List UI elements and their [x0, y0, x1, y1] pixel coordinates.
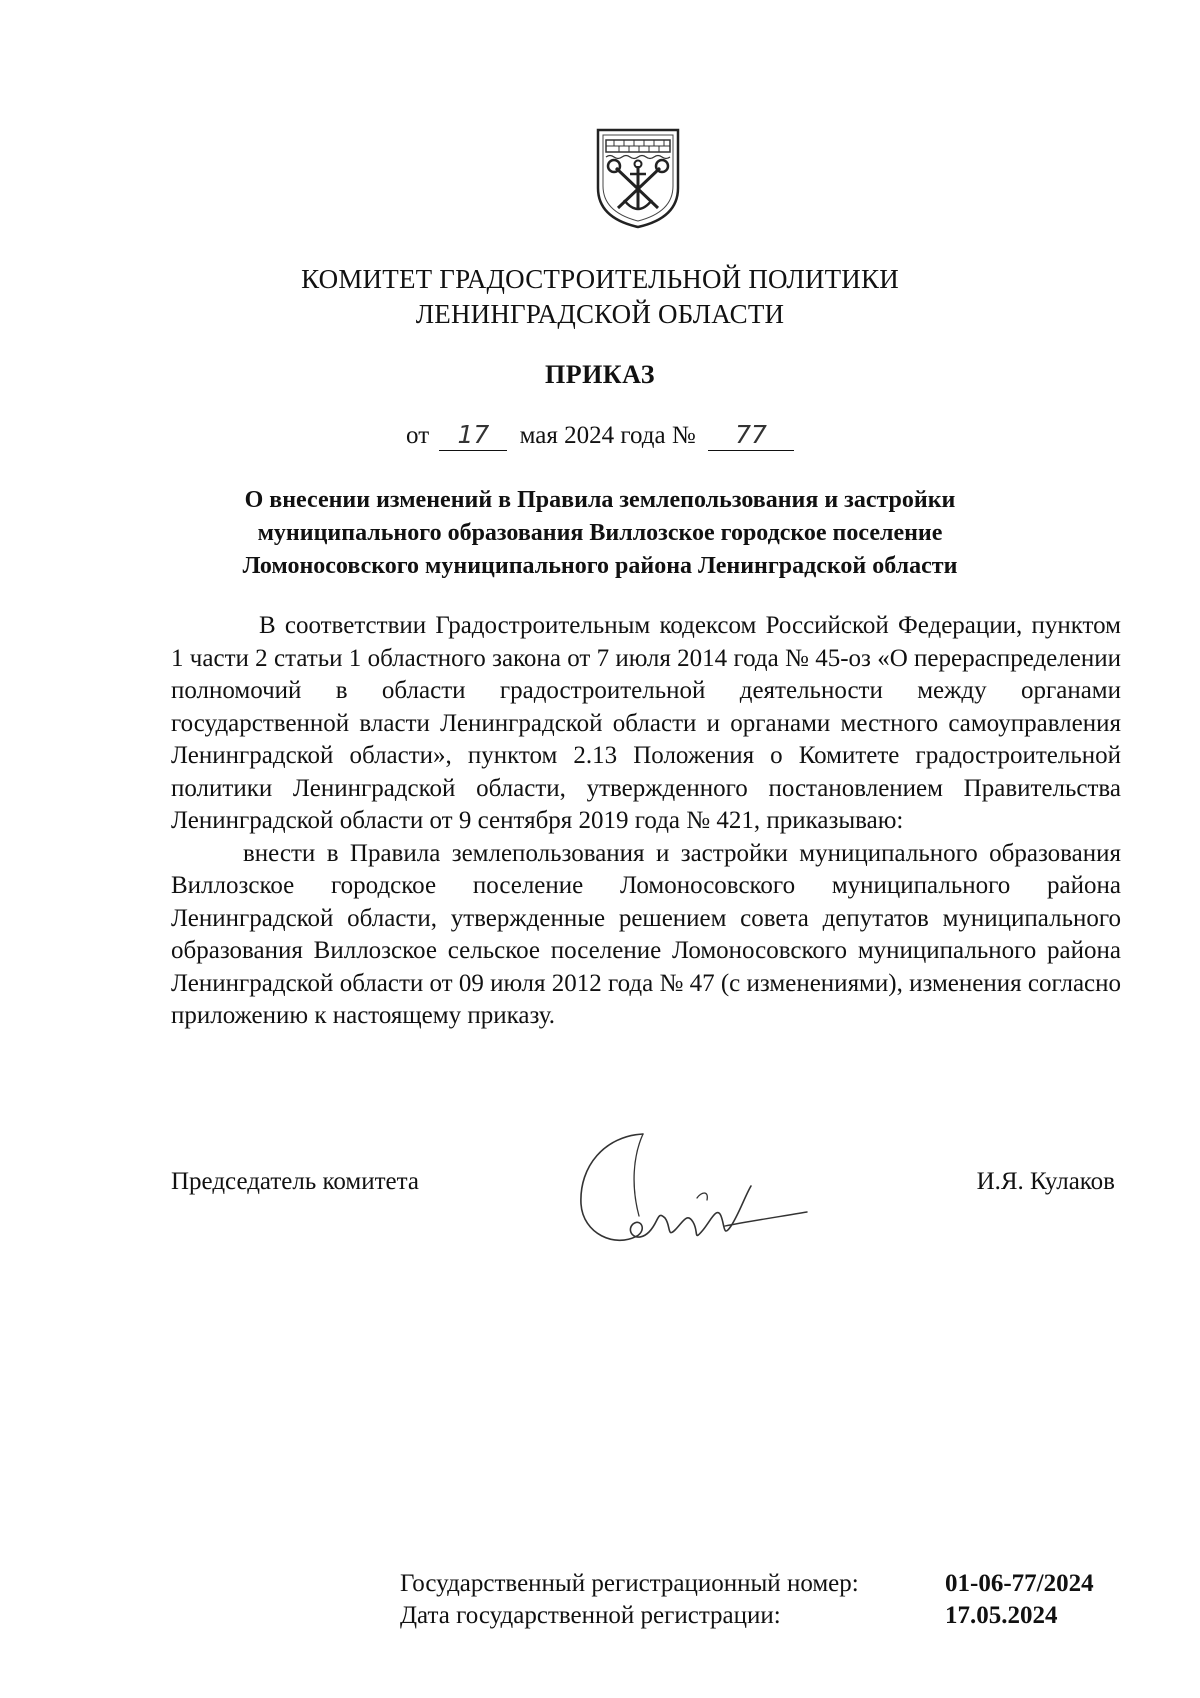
subject-line-2: муниципального образования Виллозское городское поселение [257, 520, 943, 546]
registration-date-row [400, 1600, 1094, 1632]
committee-line-1: КОМИТЕТ ГРАДОСТРОИТЕЛЬНОЙ ПОЛИТИКИ [301, 264, 899, 294]
signatory-position: Председатель комитета [171, 1168, 419, 1195]
registration-number-row [400, 1568, 1094, 1600]
registration-date-label: Дата государственной регистрации: [400, 1602, 781, 1629]
order-subject [220, 484, 980, 583]
subject-line-3: Ломоносовского муниципального района Ленинградской области [242, 553, 958, 579]
signatory-name: И.Я. Кулаков [976, 1168, 1115, 1195]
order-body [171, 610, 1121, 1033]
order-number-handwritten: 77 [708, 422, 794, 451]
registration-number-label: Государственный регистрационный номер: [400, 1570, 859, 1597]
registration-block [400, 1568, 1094, 1632]
order-prefix: от [406, 422, 430, 449]
registration-number-value: 01-06-77/2024 [945, 1570, 1094, 1597]
coat-of-arms-emblem [594, 126, 682, 230]
handwritten-signature [575, 1126, 810, 1251]
order-day-handwritten: 17 [439, 422, 507, 451]
order-month-year: мая 2024 года № [519, 422, 696, 449]
body-paragraph-1: В соответствии Градостроительным кодексом Российской Федерации, пунктом 1 части 2 статьи 1 областного закона от 7 июля 2014 года № 45-оз «О перераспределении полномочий в области градостроительной деятельности между органами государственной власти Ленинградской области и органами местного самоуправления Ленинградской области», пунктом 2.13 Положения о Комитете градостроительной политики Ленинградской области, утвержденного постановлением Правительства Ленинградской области от 9 сентября 2019 года № 421, приказываю: [171, 612, 1121, 834]
registration-date-value: 17.05.2024 [945, 1602, 1058, 1629]
subject-line-1: О внесении изменений в Правила землепользования и застройки [244, 487, 956, 513]
committee-name [200, 262, 1000, 332]
body-paragraph-2: внести в Правила землепользования и застройки муниципального образования Виллозское городское поселение Ломоносовского муниципального района Ленинградской области, утвержденные решением совета депутатов муниципального образования Виллозское сельское поселение Ломоносовского муниципального района Ленинградской области от 09 июля 2012 года № 47 (с изменениями), изменения согласно приложению к настоящему приказу. [171, 839, 1122, 1029]
committee-line-2: ЛЕНИНГРАДСКОЙ ОБЛАСТИ [415, 299, 785, 329]
order-title: ПРИКАЗ [544, 360, 656, 389]
order-date-number-line [200, 420, 1000, 452]
